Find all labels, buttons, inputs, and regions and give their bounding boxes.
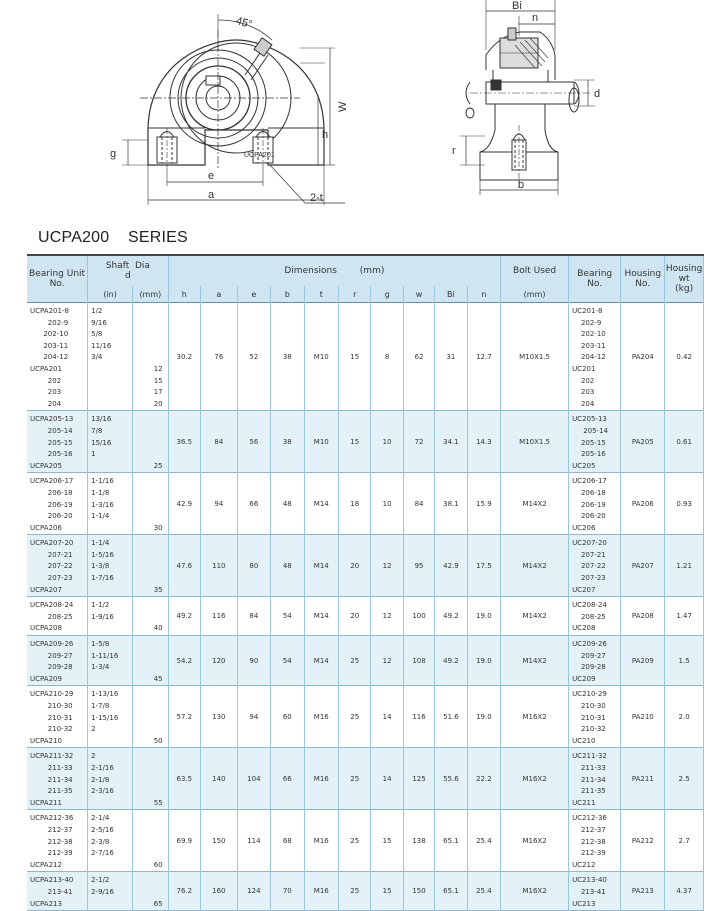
cell-bearing-unit: UCPA208-24 208-25 UCPA208 xyxy=(27,597,88,636)
label-a: a xyxy=(208,189,215,201)
cell-dim-r: 25 xyxy=(339,686,371,748)
side-view xyxy=(460,0,595,195)
cell-dim-bi: 65.1 xyxy=(435,810,467,872)
cell-bolt: M16X2 xyxy=(501,810,569,872)
cell-shaft-mm: 55 xyxy=(133,748,169,810)
header-bearing-no: Bearing No. xyxy=(569,255,621,303)
cell-dim-a: 120 xyxy=(201,636,238,686)
technical-drawing xyxy=(0,0,725,225)
cell-dim-g: 12 xyxy=(371,535,403,597)
cell-housing-no: PA211 xyxy=(621,748,665,810)
cell-dim-t: M16 xyxy=(304,810,339,872)
cell-bearing-unit: UCPA205-13 205-14 205-15 205-16 UCPA205 xyxy=(27,411,88,473)
cell-dim-h: 47.6 xyxy=(168,535,200,597)
cell-dim-w: 125 xyxy=(403,748,434,810)
cell-dim-g: 14 xyxy=(371,686,403,748)
cell-shaft-in: 1-5/8 1-11/16 1-3/4 xyxy=(88,636,133,686)
header-housing-no: Housing No. xyxy=(621,255,665,303)
front-view xyxy=(122,14,345,205)
cell-housing-no: PA213 xyxy=(621,872,665,911)
cell-bolt: M10X1.5 xyxy=(501,411,569,473)
cell-dim-n: 17.5 xyxy=(467,535,501,597)
cell-dim-bi: 42.9 xyxy=(435,535,467,597)
cell-dim-a: 160 xyxy=(201,872,238,911)
header-bolt-used: Bolt Used xyxy=(501,255,569,286)
cell-dim-t: M14 xyxy=(304,597,339,636)
header-bolt-mm: (mm) xyxy=(501,286,569,303)
cell-dim-w: 116 xyxy=(403,686,434,748)
cell-dim-t: M16 xyxy=(304,686,339,748)
cell-dim-n: 19.0 xyxy=(467,597,501,636)
table-row xyxy=(27,303,704,411)
label-h: h xyxy=(322,129,329,141)
cell-dim-g: 8 xyxy=(371,303,403,411)
cell-housing-wt: 1.5 xyxy=(665,636,704,686)
label-angle: 45° xyxy=(234,15,254,31)
label-d: d xyxy=(594,88,601,100)
cell-dim-n: 15.9 xyxy=(467,473,501,535)
cell-dim-e: 56 xyxy=(237,411,270,473)
cell-housing-wt: 0.93 xyxy=(665,473,704,535)
cell-shaft-in: 13/16 7/8 15/16 1 xyxy=(88,411,133,473)
table-row xyxy=(27,810,704,872)
cell-dim-h: 63.5 xyxy=(168,748,200,810)
label-n: n xyxy=(532,12,539,24)
cell-dim-e: 66 xyxy=(237,473,270,535)
header-e: e xyxy=(237,286,270,303)
cell-dim-n: 14.3 xyxy=(467,411,501,473)
label-w: W xyxy=(337,101,349,112)
cell-bearing-no: UC206-17 206-18 206-19 206-20 UC206 xyxy=(569,473,621,535)
cell-dim-w: 95 xyxy=(403,535,434,597)
cell-dim-r: 25 xyxy=(339,810,371,872)
cell-shaft-in: 1-13/16 1-7/8 1-15/16 2 xyxy=(88,686,133,748)
cell-shaft-in: 2 2-1/16 2-1/8 2-3/16 xyxy=(88,748,133,810)
label-r: r xyxy=(452,145,456,157)
cell-dim-n: 22.2 xyxy=(467,748,501,810)
cell-dim-w: 108 xyxy=(403,636,434,686)
cell-dim-e: 90 xyxy=(237,636,270,686)
cell-housing-no: PA208 xyxy=(621,597,665,636)
cell-dim-a: 116 xyxy=(201,597,238,636)
cell-bearing-no: UC205-13 205-14 205-15 205-16 UC205 xyxy=(569,411,621,473)
cell-dim-e: 104 xyxy=(237,748,270,810)
cell-dim-bi: 55.6 xyxy=(435,748,467,810)
cell-bearing-no: UC213-40 213-41 UC213 xyxy=(569,872,621,911)
cell-bearing-no: UC208-24 208-25 UC208 xyxy=(569,597,621,636)
table-row xyxy=(27,535,704,597)
cell-dim-h: 57.2 xyxy=(168,686,200,748)
label-bi: Bi xyxy=(512,0,522,12)
table-row xyxy=(27,686,704,748)
cell-housing-no: PA206 xyxy=(621,473,665,535)
header-dimensions: Dimensions (mm) xyxy=(168,255,500,286)
cell-dim-r: 25 xyxy=(339,636,371,686)
series-title-model: UCPA200 xyxy=(38,229,110,246)
cell-housing-wt: 0.42 xyxy=(665,303,704,411)
table-row xyxy=(27,473,704,535)
cell-bearing-unit: UCPA201-8 202-9 202-10 203-11 204-12 UCPA201 202 203 204 xyxy=(27,303,88,411)
table-row xyxy=(27,872,704,911)
header-a: a xyxy=(201,286,238,303)
cell-dim-n: 19.0 xyxy=(467,686,501,748)
table-row xyxy=(27,597,704,636)
cell-bearing-unit: UCPA206-17 206-18 206-19 206-20 UCPA206 xyxy=(27,473,88,535)
header-b: b xyxy=(271,286,304,303)
cell-dim-h: 30.2 xyxy=(168,303,200,411)
cell-bearing-unit: UCPA209-26 209-27 209-28 UCPA209 xyxy=(27,636,88,686)
cell-dim-n: 25.4 xyxy=(467,872,501,911)
label-stamp: UCPA201 xyxy=(244,152,275,159)
cell-dim-b: 70 xyxy=(271,872,304,911)
label-g: g xyxy=(110,148,117,160)
cell-dim-bi: 49.2 xyxy=(435,597,467,636)
cell-shaft-mm: 50 xyxy=(133,686,169,748)
cell-bolt: M14X2 xyxy=(501,597,569,636)
cell-dim-w: 150 xyxy=(403,872,434,911)
cell-dim-r: 20 xyxy=(339,535,371,597)
cell-bearing-no: UC211-32 211-33 211-34 211-35 UC211 xyxy=(569,748,621,810)
cell-dim-h: 36.5 xyxy=(168,411,200,473)
cell-dim-g: 15 xyxy=(371,810,403,872)
header-bi: Bi xyxy=(435,286,467,303)
cell-housing-wt: 4.37 xyxy=(665,872,704,911)
cell-dim-r: 18 xyxy=(339,473,371,535)
header-shaft-dia: Shaft Dia d xyxy=(88,255,169,286)
cell-dim-t: M16 xyxy=(304,872,339,911)
cell-dim-h: 49.2 xyxy=(168,597,200,636)
cell-dim-t: M14 xyxy=(304,473,339,535)
cell-dim-a: 130 xyxy=(201,686,238,748)
table-row xyxy=(27,748,704,810)
cell-dim-n: 25.4 xyxy=(467,810,501,872)
series-title xyxy=(38,229,202,247)
cell-dim-r: 15 xyxy=(339,303,371,411)
cell-dim-e: 52 xyxy=(237,303,270,411)
cell-dim-n: 12.7 xyxy=(467,303,501,411)
cell-dim-e: 124 xyxy=(237,872,270,911)
cell-shaft-in: 1-1/16 1-1/8 1-3/16 1-1/4 xyxy=(88,473,133,535)
cell-shaft-mm: 12 15 17 20 xyxy=(133,303,169,411)
cell-dim-e: 84 xyxy=(237,597,270,636)
cell-dim-g: 12 xyxy=(371,597,403,636)
cell-bolt: M16X2 xyxy=(501,872,569,911)
label-t: 2-t xyxy=(310,192,323,204)
cell-shaft-in: 1-1/2 1-9/16 xyxy=(88,597,133,636)
cell-shaft-mm: 60 xyxy=(133,810,169,872)
cell-dim-w: 62 xyxy=(403,303,434,411)
cell-dim-a: 150 xyxy=(201,810,238,872)
cell-dim-a: 94 xyxy=(201,473,238,535)
cell-bolt: M14X2 xyxy=(501,535,569,597)
header-t: t xyxy=(304,286,339,303)
cell-dim-b: 68 xyxy=(271,810,304,872)
cell-dim-g: 12 xyxy=(371,636,403,686)
cell-bolt: M14X2 xyxy=(501,636,569,686)
cell-dim-b: 48 xyxy=(271,535,304,597)
cell-bearing-unit: UCPA210-29 210-30 210-31 210-32 UCPA210 xyxy=(27,686,88,748)
cell-dim-b: 48 xyxy=(271,473,304,535)
cell-dim-w: 72 xyxy=(403,411,434,473)
cell-dim-b: 54 xyxy=(271,597,304,636)
cell-dim-g: 10 xyxy=(371,411,403,473)
label-b: b xyxy=(518,179,525,191)
header-w: w xyxy=(403,286,434,303)
cell-dim-bi: 34.1 xyxy=(435,411,467,473)
cell-dim-a: 76 xyxy=(201,303,238,411)
cell-dim-h: 42.9 xyxy=(168,473,200,535)
table-row xyxy=(27,411,704,473)
cell-bearing-unit: UCPA211-32 211-33 211-34 211-35 UCPA211 xyxy=(27,748,88,810)
cell-shaft-mm: 45 xyxy=(133,636,169,686)
cell-dim-n: 19.0 xyxy=(467,636,501,686)
cell-shaft-mm: 40 xyxy=(133,597,169,636)
header-mm: (mm) xyxy=(133,286,169,303)
cell-shaft-mm: 65 xyxy=(133,872,169,911)
cell-housing-wt: 2.5 xyxy=(665,748,704,810)
cell-dim-b: 66 xyxy=(271,748,304,810)
cell-bolt: M16X2 xyxy=(501,748,569,810)
cell-housing-no: PA209 xyxy=(621,636,665,686)
cell-bearing-no: UC212-36 212-37 212-38 212-39 UC212 xyxy=(569,810,621,872)
cell-dim-bi: 49.2 xyxy=(435,636,467,686)
cell-dim-g: 14 xyxy=(371,748,403,810)
cell-dim-b: 38 xyxy=(271,303,304,411)
cell-dim-h: 54.2 xyxy=(168,636,200,686)
cell-dim-r: 20 xyxy=(339,597,371,636)
cell-dim-bi: 65.1 xyxy=(435,872,467,911)
cell-dim-e: 80 xyxy=(237,535,270,597)
cell-dim-t: M14 xyxy=(304,535,339,597)
cell-dim-r: 25 xyxy=(339,748,371,810)
header-bearing-unit: Bearing Unit No. xyxy=(27,255,88,303)
cell-shaft-mm: 35 xyxy=(133,535,169,597)
cell-dim-t: M10 xyxy=(304,303,339,411)
cell-housing-wt: 0.61 xyxy=(665,411,704,473)
cell-housing-wt: 1.47 xyxy=(665,597,704,636)
cell-dim-w: 138 xyxy=(403,810,434,872)
cell-bearing-no: UC210-29 210-30 210-31 210-32 UC210 xyxy=(569,686,621,748)
cell-shaft-mm: 30 xyxy=(133,473,169,535)
cell-shaft-in: 2-1/4 2-5/16 2-3/8 2-7/16 xyxy=(88,810,133,872)
cell-dim-a: 84 xyxy=(201,411,238,473)
cell-dim-a: 140 xyxy=(201,748,238,810)
cell-dim-r: 25 xyxy=(339,872,371,911)
cell-dim-bi: 38.1 xyxy=(435,473,467,535)
cell-dim-h: 69.9 xyxy=(168,810,200,872)
cell-bolt: M16X2 xyxy=(501,686,569,748)
cell-shaft-in: 2-1/2 2-9/16 xyxy=(88,872,133,911)
cell-dim-h: 76.2 xyxy=(168,872,200,911)
cell-dim-bi: 51.6 xyxy=(435,686,467,748)
header-housing-wt: Housing wt (kg) xyxy=(665,255,704,303)
cell-shaft-in: 1/2 9/16 5/8 11/16 3/4 xyxy=(88,303,133,411)
spec-table xyxy=(27,254,704,911)
cell-bolt: M10X1.5 xyxy=(501,303,569,411)
cell-dim-e: 114 xyxy=(237,810,270,872)
header-in: (in) xyxy=(88,286,133,303)
cell-shaft-in: 1-1/4 1-5/16 1-3/8 1-7/16 xyxy=(88,535,133,597)
cell-dim-g: 15 xyxy=(371,872,403,911)
cell-dim-b: 60 xyxy=(271,686,304,748)
cell-housing-wt: 1.21 xyxy=(665,535,704,597)
cell-housing-no: PA207 xyxy=(621,535,665,597)
cell-bearing-no: UC207-20 207-21 207-22 207-23 UC207 xyxy=(569,535,621,597)
cell-dim-t: M16 xyxy=(304,748,339,810)
cell-housing-wt: 2.7 xyxy=(665,810,704,872)
cell-bearing-unit: UCPA212-36 212-37 212-38 212-39 UCPA212 xyxy=(27,810,88,872)
header-r: r xyxy=(339,286,371,303)
header-n: n xyxy=(467,286,501,303)
cell-bearing-no: UC201-8 202-9 202-10 203-11 204-12 UC201 202 203 204 xyxy=(569,303,621,411)
cell-dim-a: 110 xyxy=(201,535,238,597)
cell-dim-w: 100 xyxy=(403,597,434,636)
cell-bolt: M14X2 xyxy=(501,473,569,535)
cell-bearing-unit: UCPA207-20 207-21 207-22 207-23 UCPA207 xyxy=(27,535,88,597)
cell-dim-w: 84 xyxy=(403,473,434,535)
header-g: g xyxy=(371,286,403,303)
cell-dim-b: 54 xyxy=(271,636,304,686)
cell-dim-e: 94 xyxy=(237,686,270,748)
cell-shaft-mm: 25 xyxy=(133,411,169,473)
cell-dim-g: 10 xyxy=(371,473,403,535)
cell-housing-no: PA210 xyxy=(621,686,665,748)
label-e: e xyxy=(208,170,215,182)
cell-housing-no: PA205 xyxy=(621,411,665,473)
cell-bearing-unit: UCPA213-40 213-41 UCPA213 xyxy=(27,872,88,911)
cell-bearing-no: UC209-26 209-27 209-28 UC209 xyxy=(569,636,621,686)
cell-dim-t: M10 xyxy=(304,411,339,473)
series-title-word: SERIES xyxy=(128,229,188,246)
table-row xyxy=(27,636,704,686)
cell-housing-no: PA212 xyxy=(621,810,665,872)
cell-dim-t: M14 xyxy=(304,636,339,686)
cell-dim-bi: 31 xyxy=(435,303,467,411)
cell-dim-b: 38 xyxy=(271,411,304,473)
cell-housing-no: PA204 xyxy=(621,303,665,411)
header-h: h xyxy=(168,286,200,303)
cell-dim-r: 15 xyxy=(339,411,371,473)
cell-housing-wt: 2.0 xyxy=(665,686,704,748)
